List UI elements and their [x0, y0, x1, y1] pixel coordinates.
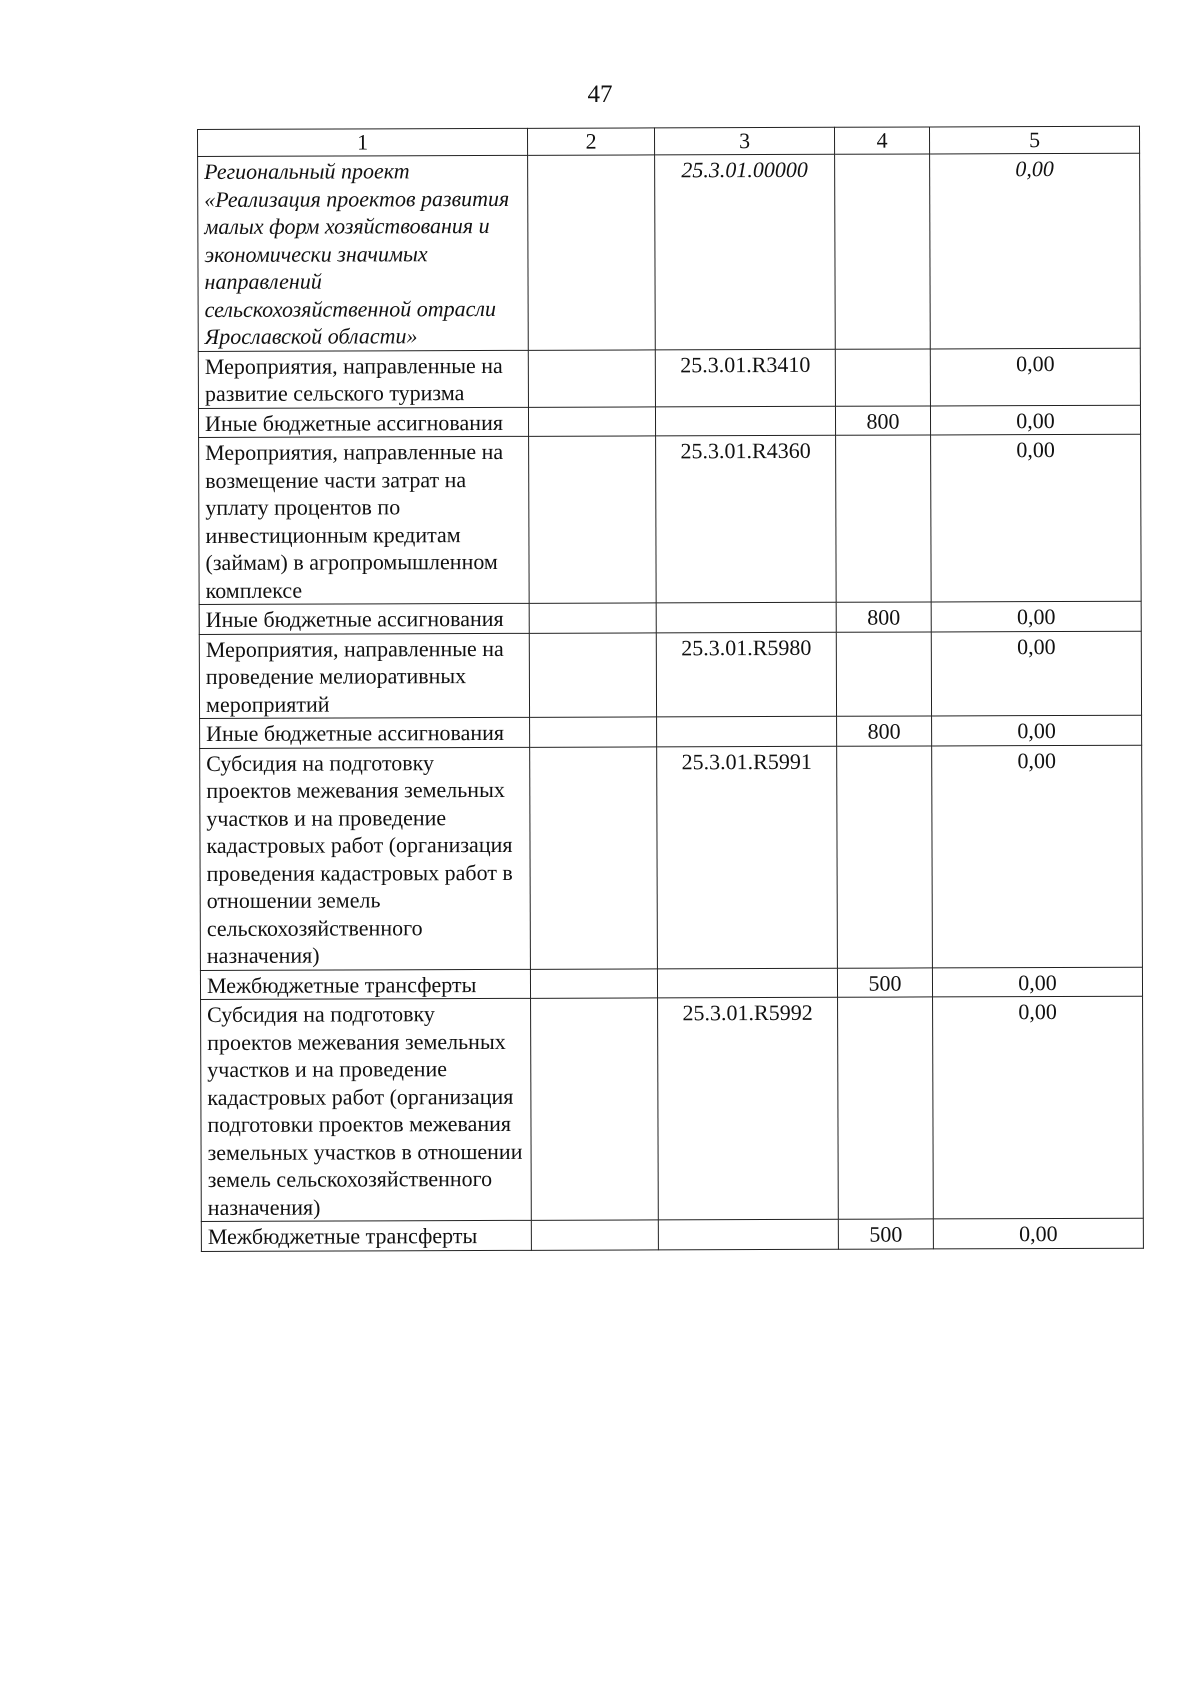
- row-col2: [531, 998, 659, 1220]
- table-row: [198, 153, 1141, 351]
- row-name: Региональный проект «Реализация проектов развития малых форм хозяйствования и экономически значимых направлений сельскохозяйственной отрасли Ярославской области»: [198, 155, 529, 351]
- row-kind: [836, 631, 931, 716]
- table-row: [198, 405, 1140, 438]
- row-name: Иные бюджетные ассигнования: [198, 407, 528, 438]
- row-name: Межбюджетные трансферты: [200, 969, 530, 1000]
- row-col2: [529, 603, 656, 633]
- row-name: Иные бюджетные ассигнования: [200, 717, 530, 748]
- row-col2: [528, 349, 655, 406]
- budget-table-wrapper: [197, 126, 1144, 1252]
- column-number-header-row: [198, 126, 1140, 156]
- table-row: [198, 348, 1140, 408]
- row-col2: [529, 632, 656, 717]
- column-header-5: 5: [929, 126, 1139, 154]
- row-amount: 0,00: [931, 631, 1141, 716]
- row-kind: [837, 745, 933, 967]
- row-kind: [835, 348, 930, 405]
- row-code: 25.3.01.R5991: [657, 746, 838, 969]
- row-amount: 0,00: [932, 715, 1142, 745]
- table-row: [200, 967, 1142, 1000]
- row-col2: [528, 406, 655, 436]
- row-amount: 0,00: [933, 996, 1144, 1219]
- row-name: Мероприятия, направленные на развитие сельского туризма: [198, 350, 528, 408]
- row-kind: 800: [835, 405, 930, 435]
- row-kind: [835, 154, 931, 349]
- row-name: Мероприятия, направленные на возмещение части затрат на уплату процентов по инвестиционным кредитам (займам) в агропромышленном комплексе: [199, 436, 530, 604]
- row-amount: 0,00: [931, 601, 1141, 631]
- row-kind: 800: [836, 602, 931, 632]
- row-code: 25.3.01.R4360: [656, 435, 837, 603]
- row-name: Мероприятия, направленные на проведение мелиоративных мероприятий: [199, 633, 529, 719]
- row-col2: [530, 746, 658, 968]
- row-amount: 0,00: [930, 405, 1140, 435]
- row-name: Межбюджетные трансферты: [201, 1220, 531, 1251]
- row-code: [656, 602, 836, 632]
- row-code: 25.3.01.R5980: [656, 632, 836, 717]
- row-amount: 0,00: [930, 348, 1140, 406]
- column-header-2: 2: [527, 128, 654, 155]
- row-code: 25.3.01.R3410: [655, 349, 835, 407]
- row-amount: 0,00: [932, 745, 1143, 968]
- row-kind: [836, 435, 932, 602]
- table-row: [201, 1218, 1143, 1251]
- row-amount: 0,00: [931, 434, 1142, 602]
- column-header-3: 3: [654, 127, 834, 155]
- row-code: 25.3.01.00000: [655, 154, 836, 349]
- row-col2: [528, 155, 656, 350]
- table-row: [199, 601, 1141, 634]
- row-kind: 500: [837, 967, 932, 997]
- row-code: [657, 968, 837, 998]
- row-code: 25.3.01.R5992: [658, 997, 839, 1220]
- row-name: Субсидия на подготовку проектов межевания земельных участков и на проведение кадастровых работ (организация проведения кадастровых работ в отношении земель сельскохозяйственного назначения): [200, 747, 531, 970]
- row-kind: 800: [837, 716, 932, 746]
- row-kind: [838, 997, 934, 1219]
- row-col2: [530, 968, 657, 998]
- row-code: [657, 716, 837, 746]
- table-row: [199, 631, 1141, 719]
- row-amount: 0,00: [933, 1218, 1143, 1248]
- row-col2: [529, 436, 657, 603]
- row-col2: [531, 1220, 658, 1250]
- table-row: [200, 715, 1142, 748]
- row-amount: 0,00: [930, 153, 1141, 348]
- page-number: 47: [587, 81, 613, 108]
- table-row: [200, 745, 1143, 970]
- column-header-1: 1: [198, 128, 528, 156]
- row-kind: 500: [838, 1219, 933, 1249]
- table-row: [199, 434, 1142, 604]
- row-name: Субсидия на подготовку проектов межевания земельных участков и на проведение кадастровых работ (организация подготовки проектов межевания земельных участков в отношении земель сельскохозяйственного назначения): [201, 998, 532, 1221]
- row-name: Иные бюджетные ассигнования: [199, 603, 529, 634]
- budget-table: [197, 126, 1144, 1252]
- row-code: [658, 1219, 838, 1249]
- table-body: [198, 153, 1144, 1251]
- row-col2: [530, 717, 657, 747]
- row-amount: 0,00: [932, 967, 1142, 997]
- column-header-4: 4: [834, 127, 929, 154]
- table-row: [201, 996, 1144, 1221]
- row-code: [655, 406, 835, 436]
